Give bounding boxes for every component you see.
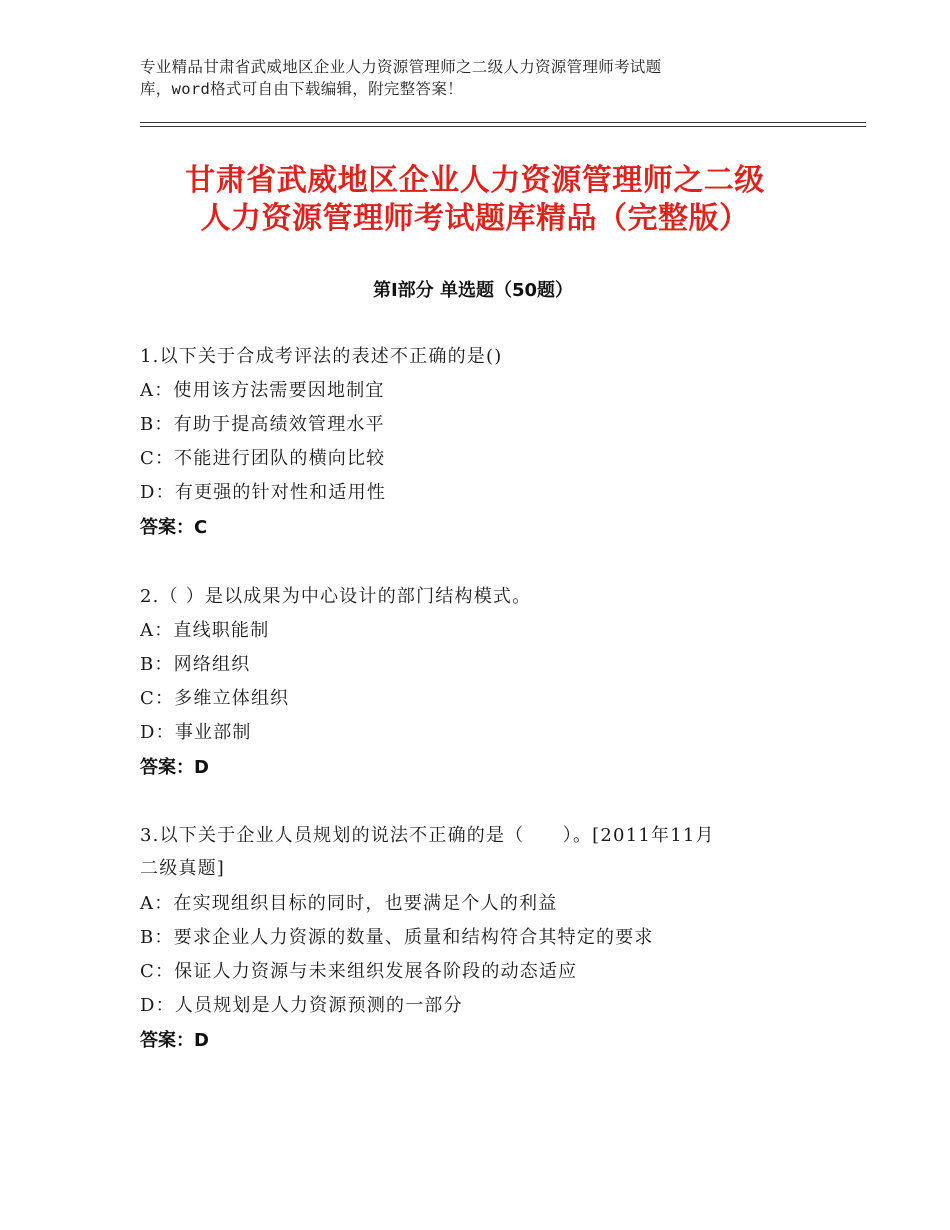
- question-1-stem: 1.以下关于合成考评法的表述不正确的是(): [140, 346, 503, 367]
- question-3-option-b: B：要求企业人力资源的数量、质量和结构符合其特定的要求: [140, 927, 654, 948]
- section-heading: 第Ⅰ部分 单选题（50题）: [372, 280, 573, 301]
- question-1-option-a: A：使用该方法需要因地制宜: [140, 380, 385, 401]
- question-2-option-a: A：直线职能制: [140, 620, 270, 641]
- header-note-line1: 专业精品甘肃省武威地区企业人力资源管理师之二级人力资源管理师考试题: [140, 58, 662, 76]
- question-2-answer: 答案：D: [140, 757, 209, 778]
- header-divider-top: [140, 122, 866, 123]
- question-2-stem: 2.（ ）是以成果为中心设计的部门结构模式。: [140, 586, 532, 607]
- document-title-line1: 甘肃省武威地区企业人力资源管理师之二级: [185, 163, 765, 198]
- header-divider-bottom: [140, 126, 866, 127]
- question-1-option-c: C：不能进行团队的横向比较: [140, 448, 386, 469]
- question-3-stem: 3.以下关于企业人员规划的说法不正确的是（ ）。[2011年11月: [140, 825, 715, 846]
- question-3-answer: 答案：D: [140, 1030, 209, 1051]
- question-1-option-b: B：有助于提高绩效管理水平: [140, 414, 385, 435]
- question-1-option-d: D：有更强的针对性和适用性: [140, 482, 387, 503]
- question-2-option-b: B：网络组织: [140, 654, 251, 675]
- question-3-option-c: C：保证人力资源与未来组织发展各阶段的动态适应: [140, 961, 578, 982]
- question-3-option-a: A：在实现组织目标的同时，也要满足个人的利益: [140, 893, 558, 914]
- question-3-option-d: D：人员规划是人力资源预测的一部分: [140, 995, 463, 1016]
- header-note-line2: 库，word格式可自由下载编辑，附完整答案！: [140, 80, 463, 98]
- question-2-option-d: D：事业部制: [140, 722, 252, 743]
- question-3-stem-continued: 二级真题]: [140, 858, 226, 879]
- header-note: [140, 56, 820, 100]
- question-1-answer: 答案：C: [140, 517, 208, 538]
- document-title-line2: 人力资源管理师考试题库精品（完整版）: [200, 201, 750, 236]
- question-2-option-c: C：多维立体组织: [140, 688, 290, 709]
